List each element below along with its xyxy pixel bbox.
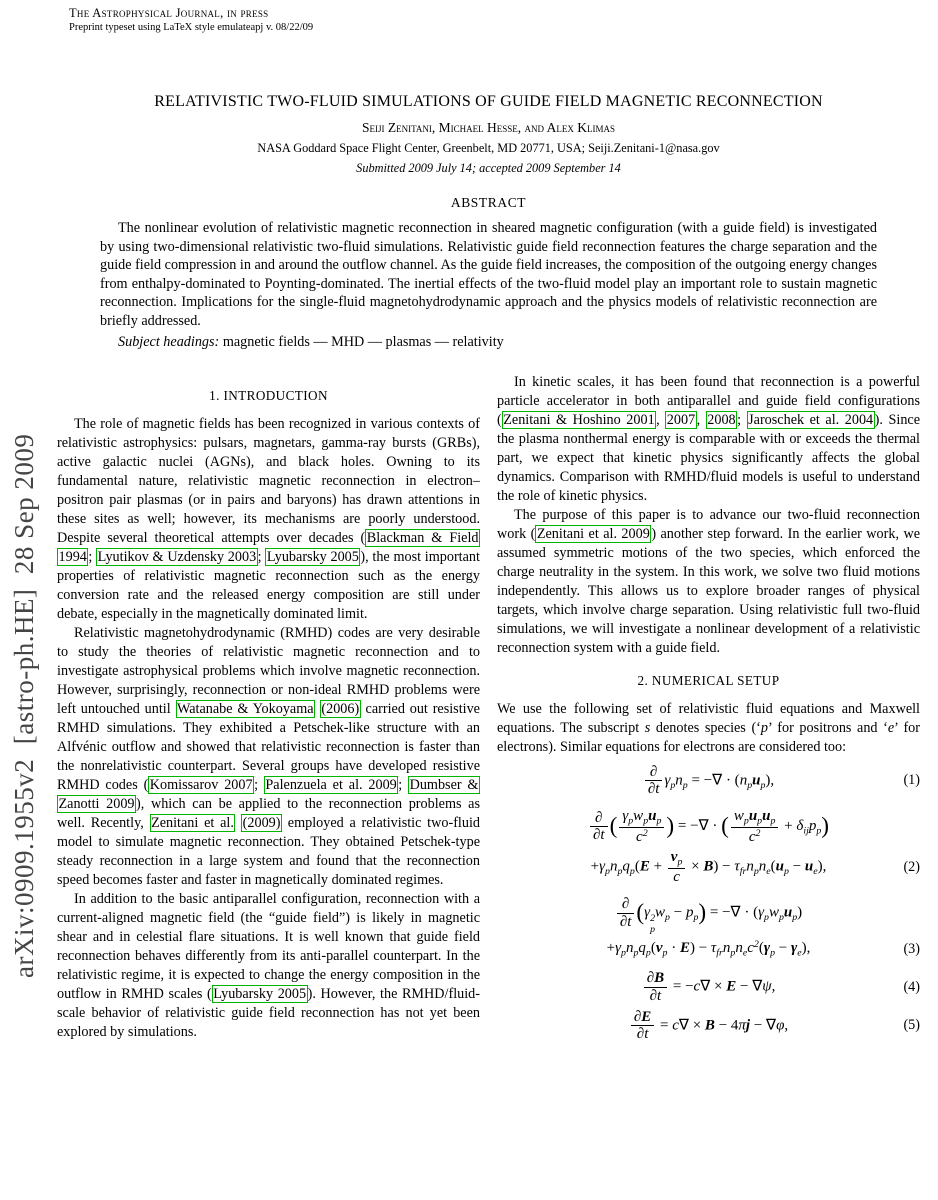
citation-link[interactable]: Jaroschek et al. 2004 bbox=[748, 411, 874, 428]
citation-link[interactable]: Komissarov 2007 bbox=[149, 776, 253, 793]
left-column bbox=[57, 373, 480, 1050]
text-block bbox=[57, 0, 920, 1049]
abstract-text: The nonlinear evolution of relativistic magnetic reconnection in sheared magnetic configuration (with a guide field) is investigated by using two-dimensional relativistic two-fluid simulations. Relativistic guide field reconnection features the charge separation and the guide field compression in and around the outflow channel. As the guide field increases, the composition of the outgoing energy changes from enthalpy-dominated to Poynting-dominated. The inertial effects of the two-fluid model play an important role to sustain magnetic reconnection. Implications for the single-fluid magnetohydrodynamic approach and the physics models of relativistic reconnection are briefly addressed. bbox=[100, 220, 877, 329]
authors-line: Seiji Zenitani, Michael Hesse, and Alex Klimas bbox=[361, 120, 616, 135]
citation-link[interactable]: Zenitani et al. bbox=[151, 814, 234, 831]
equation-3-body-1: ∂ ∂t (γ 2 p $w_p - p_p$) = −∇ · $(\gamma_pw_pu_p)$ bbox=[529, 896, 888, 935]
equation-4 bbox=[497, 970, 920, 1005]
section-heading-numerical-setup: 2. NUMERICAL SETUP bbox=[637, 672, 780, 688]
citation-link[interactable]: 2007 bbox=[666, 411, 696, 428]
citation-link[interactable]: Lyubarsky 2005 bbox=[213, 985, 307, 1002]
equation-2-number: (2) bbox=[903, 859, 920, 876]
intro-paragraph-3: In addition to the basic antiparallel configuration, reconnection with a current-aligned magnetic field (the “guide field”) is likely in magnetic shear and in celestial flare situations. It is well known that guide field reconnection behaves differently from its anti-parallel counterpart. In the relativistic regime, it is expected to change the energy composition in the outflow in RMHD scales ( Lyubarsky 2005 ). However, the RMHD/fluid-scale behavior of relativistic guide field reconnection has not yet been explored by simulations. bbox=[57, 890, 480, 1040]
subject-text: magnetic fields — MHD — plasmas — relativity bbox=[222, 333, 504, 350]
citation-link[interactable]: Blackman & Field 1994 bbox=[58, 529, 479, 565]
citation-link[interactable]: Palenzuela et al. 2009 bbox=[265, 776, 397, 793]
equation-2 bbox=[497, 808, 920, 886]
setup-paragraph-1: We use the following set of relativistic fluid equations and Maxwell equations. The subscript s denotes species (‘p’ for positrons and ‘e’ for electrons). Similar equations for electrons are considered too: bbox=[497, 700, 920, 755]
paper-title: RELATIVISTIC TWO-FLUID SIMULATIONS OF GUIDE FIELD MAGNETIC RECONNECTION bbox=[154, 93, 823, 110]
equation-5 bbox=[497, 1009, 920, 1044]
intro-paragraph-4: In kinetic scales, it has been found that reconnection is a powerful particle accelerator in both antiparallel and guide field configurations ( Zenitani & Hoshino 2001 , 2007 , 2008 ; Jaroschek et al. 2004 ). Since the plasma nonthermal energy is comparable with or exceeds the thermal part, we expect that kinetic physics significantly affects the global dynamics. Comparison with RMHD/fluid models is useful to understand the role of kinetic physics. bbox=[497, 373, 921, 504]
equation-5-body: $\frac{\partial E}{\partial t}$ = c∇ × B − 4πj − ∇φ, bbox=[529, 1009, 888, 1044]
preprint-note: Preprint typeset using LaTeX style emulateapj v. 08/22/09 bbox=[69, 22, 314, 33]
arxiv-watermark: arXiv:0909.1955v2 [astro-ph.HE] 28 Sep 2009 bbox=[9, 433, 39, 978]
abstract-heading: ABSTRACT bbox=[450, 195, 527, 210]
equation-4-number: (4) bbox=[903, 978, 920, 995]
citation-link[interactable]: 2008 bbox=[707, 411, 736, 428]
equation-1 bbox=[497, 764, 920, 799]
equation-3-number: (3) bbox=[903, 941, 920, 958]
section-heading-introduction: 1. INTRODUCTION bbox=[209, 387, 328, 403]
citation-link[interactable]: (2009) bbox=[242, 814, 281, 831]
equation-3-line-2 bbox=[497, 939, 920, 960]
citation-link[interactable]: Lyubarsky 2005 bbox=[266, 548, 359, 565]
equation-1-number: (1) bbox=[903, 772, 920, 789]
equation-3 bbox=[497, 896, 920, 960]
citation-link[interactable]: Zenitani & Hoshino 2001 bbox=[503, 411, 655, 428]
italic-term: p bbox=[760, 719, 768, 736]
italic-term: s bbox=[644, 719, 651, 736]
journal-header: The Astrophysical Journal, in press bbox=[69, 6, 269, 20]
journal-header-block bbox=[69, 0, 920, 33]
citation-link[interactable]: Dumbser & Zanotti 2009 bbox=[58, 776, 479, 812]
citation-link[interactable]: Zenitani et al. 2009 bbox=[536, 525, 650, 542]
equations-4-5 bbox=[497, 970, 920, 1043]
citation-link[interactable]: (2006) bbox=[321, 700, 360, 717]
italic-term: e bbox=[887, 719, 895, 736]
intro-paragraph-2: Relativistic magnetohydrodynamic (RMHD) codes are very desirable to study the theories of relativistic magnetic reconnection and to investigate astrophysical problems which involve magnetic reconnection. However, surprisingly, reconnection or non-ideal RMHD problems were left untouched until Watanabe & Yokoyama (2006) carried out resistive RMHD simulations. They exhibited a Petschek-like structure with an Alfvénic outflow and showed that relativistic reconnection is faster than the nonrelativistic counterpart. Several groups have developed resistive RMHD codes ( Komissarov 2007 ; Palenzuela et al. 2009 ; Dumbser & Zanotti 2009 ), which can be applied to the reconnection problems as well. Recently, Zenitani et al. (2009) employed a relativistic two-fluid model to simulate magnetic reconnection. They obtained Petschek-type steady reconnection in a large system and found that the reconnection speed becomes faster and faster in magnetically dominated regimes. bbox=[57, 624, 480, 888]
equation-2-line-1 bbox=[497, 808, 920, 845]
intro-paragraph-5: The purpose of this paper is to advance our two-fluid reconnection work ( Zenitani et al. 2009 ) another step forward. In the earlier work, we assumed symmetric motions of the two species, which enforced the charge neutrality in the system. In this work, we solve two fluid motions independently. This allows us to explore broader ranges of physical targets, which involve charge separation. Using relativistic full two-fluid simulations, we will investigate a nonlinear development of a relativistic reconnection system with a guide field. bbox=[497, 506, 920, 656]
affiliation-line: NASA Goddard Space Flight Center, Greenbelt, MD 20771, USA; Seiji.Zenitani-1@nasa.gov bbox=[257, 141, 720, 155]
equation-4-body: $\frac{\partial B}{\partial t}$ = −c∇ × E − ∇ψ, bbox=[529, 970, 888, 1005]
dates-line: Submitted 2009 July 14; accepted 2009 September 14 bbox=[356, 161, 621, 175]
citation-link[interactable]: Watanabe & Yokoyama bbox=[177, 700, 314, 717]
two-column-body bbox=[57, 373, 920, 1050]
subject-headings bbox=[100, 334, 877, 351]
equation-1-body: ∂ ∂t $\gamma_pn_p$ = −∇ · $(n_pu_p)$, bbox=[529, 764, 888, 799]
right-column bbox=[497, 373, 920, 1050]
subject-label: Subject headings: bbox=[118, 333, 220, 350]
citation-link[interactable]: Lyutikov & Uzdensky 2003 bbox=[97, 548, 257, 565]
intro-paragraph-1: The role of magnetic fields has been recognized in various contexts of relativistic astrophysics: pulsars, magnetars, gamma-ray bursts (GRBs), active galactic nuclei (AGNs), and black holes. Owning to its fundamental nature, relativistic magnetic reconnection in electron–positron pair plasmas (or in pairs and baryons) has drawn attentions in these sites as well; however, its mechanisms are poorly understood. Despite several theoretical attempts over decades ( Blackman & Field 1994 ; Lyutikov & Uzdensky 2003 ; Lyubarsky 2005 ), the most important properties of relativistic magnetic reconnection such as the energy conversion rate and the released energy composition are still under debate, especially in the magnetically dominated limit. bbox=[57, 415, 480, 622]
equation-3-line-1 bbox=[497, 896, 920, 935]
equation-2-line-2 bbox=[497, 849, 920, 885]
equation-5-number: (5) bbox=[903, 1017, 920, 1034]
equation-2-body-1: ∂ ∂t ( $\gamma_pw_pu_p$ $c^2$ ) = −∇ · ( $w_pu_pu_p$ $c^2$ + $\delta_{ij}p_p$) bbox=[529, 808, 888, 845]
equation-3-body-2: $+\gamma_pn_pq_p(v_p \cdot E) - \tau_{fr}n_pn_ec^2(\gamma_p - \gamma_e)$, bbox=[606, 939, 811, 959]
equation-2-body-2: $+\gamma_pn_pq_p(E$ + $\frac{v_p}{c}$ × $B) - \tau_{fr}n_pn_e(u_p - u_e)$, bbox=[590, 849, 827, 885]
